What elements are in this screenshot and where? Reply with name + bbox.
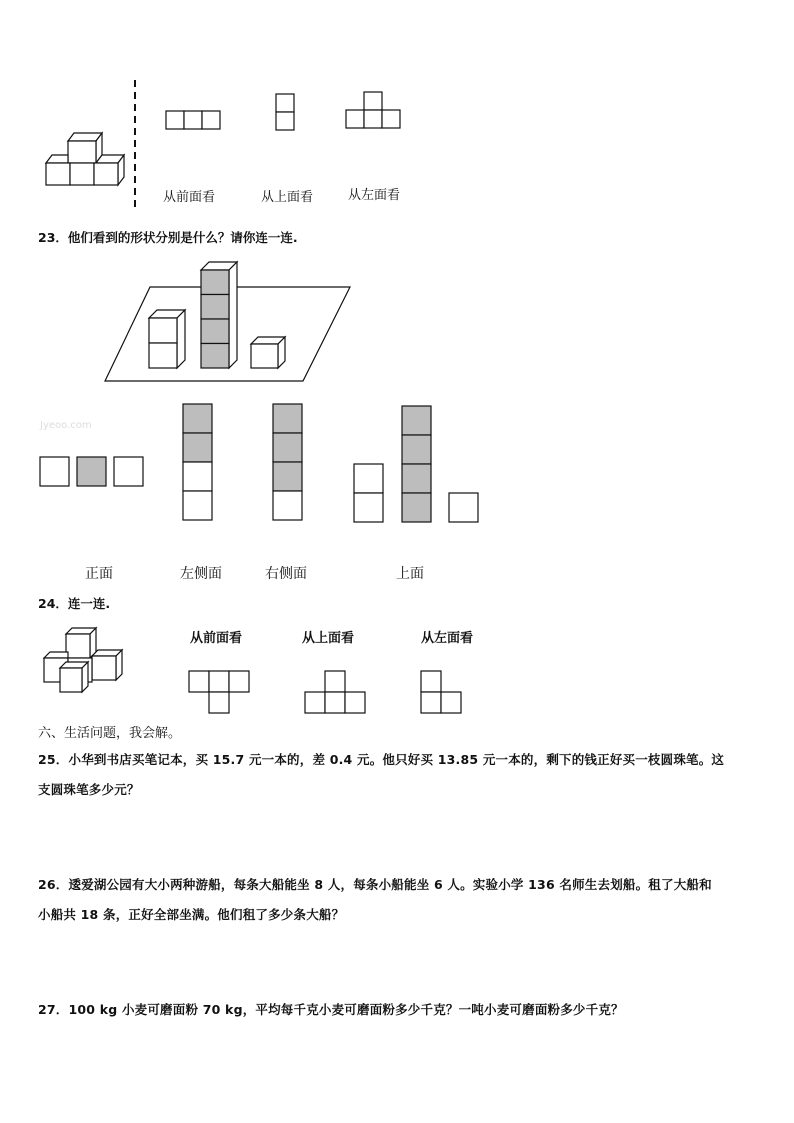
q23-label-top: 上面 xyxy=(396,566,424,582)
q22-dashed-divider xyxy=(132,80,138,210)
q24-l-shape xyxy=(420,670,464,714)
q22-cube-stack-figure xyxy=(40,125,130,190)
q24-label-left: 从左面看 xyxy=(421,631,474,646)
q25-line1: 25．小华到书店买笔记本，买 15.7 元一本的，差 0.4 元。他只好买 13.85 元一本的，剩下的钱正好买一枝圆珠笔。这 xyxy=(38,752,725,767)
q22-top-view-shape xyxy=(275,93,295,131)
q23-label-right-side: 右侧面 xyxy=(265,566,307,582)
q24-label-top: 从上面看 xyxy=(302,631,355,646)
q23-option-four-stack-b xyxy=(272,403,304,523)
q22-front-view-shape xyxy=(165,110,221,130)
q23-platform-figure xyxy=(103,258,353,384)
q22-left-view-shape xyxy=(345,91,403,129)
q23-option-2-4-1 xyxy=(353,405,481,525)
q22-label-top: 从上面看 xyxy=(261,190,314,205)
q25-line2: 支圆珠笔多少元？ xyxy=(38,782,140,797)
q26-line2: 小船共 18 条，正好全部坐满。他们租了多少条大船？ xyxy=(38,907,345,922)
section6-title: 六、生活问题，我会解。 xyxy=(38,726,182,741)
q23-title: 23．他们看到的形状分别是什么？请你连一连. xyxy=(38,230,298,245)
q24-label-front: 从前面看 xyxy=(190,631,243,646)
q26-line1: 26．逶爱湖公园有大小两种游船，每条大船能坐 8 人，每条小船能坐 6 人。实验小学 136 名师生去划船。租了大船和 xyxy=(38,877,712,892)
q24-title: 24．连一连. xyxy=(38,596,111,611)
q22-label-left: 从左面看 xyxy=(348,188,401,203)
q23-option-three-in-row xyxy=(39,456,145,488)
q23-label-front: 正面 xyxy=(85,566,113,582)
q23-label-left-side: 左侧面 xyxy=(180,566,222,582)
watermark: Jyeoo.com xyxy=(40,420,92,431)
q23-option-four-stack-a xyxy=(182,403,214,523)
q27-line1: 27．100 kg 小麦可磨面粉 70 kg，平均每千克小麦可磨面粉多少千克？一吨小麦可磨面粉多少千克？ xyxy=(38,1002,624,1017)
q24-inverted-t-shape xyxy=(304,670,366,714)
q24-cube-figure xyxy=(42,626,124,694)
q22-label-front: 从前面看 xyxy=(163,190,216,205)
q24-t-shape xyxy=(188,670,250,714)
